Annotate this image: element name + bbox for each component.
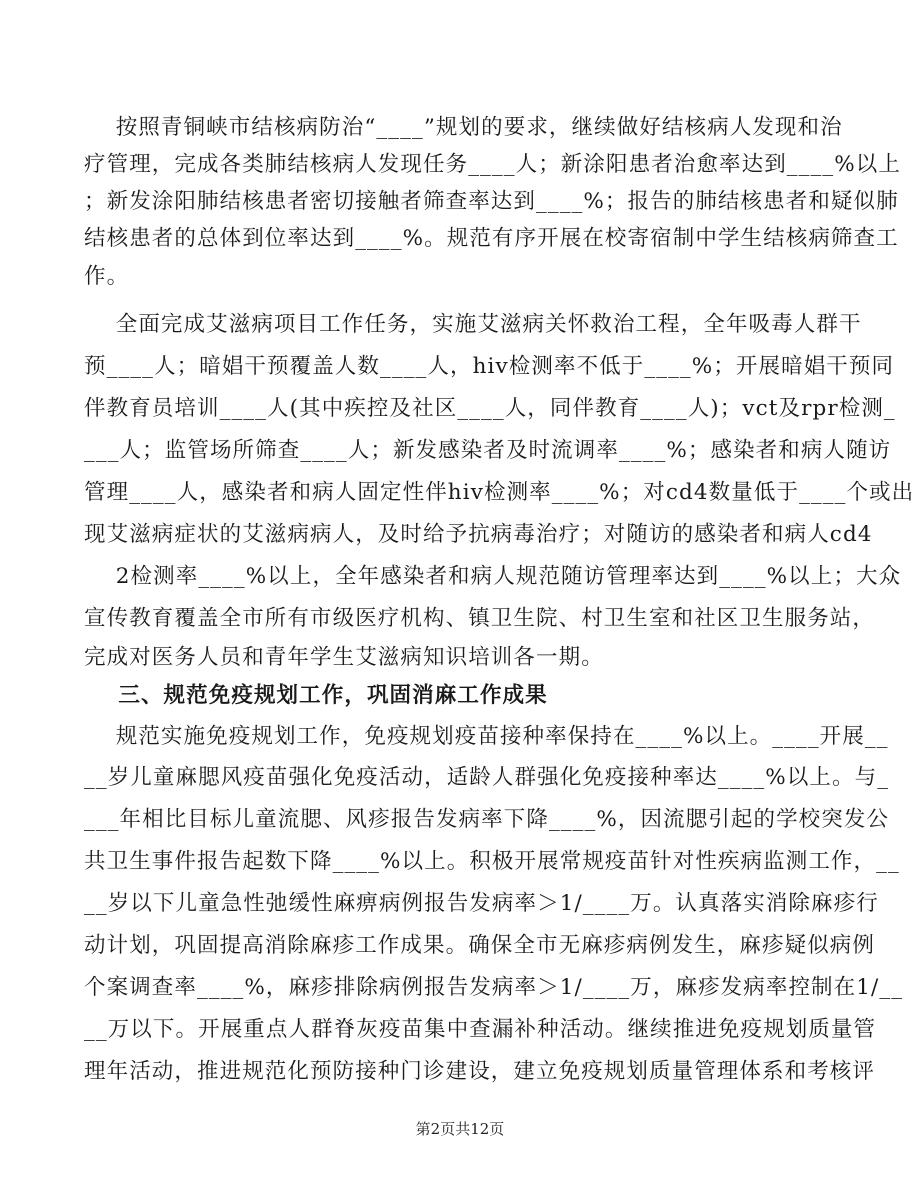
text-line: __岁以下儿童急性弛缓性麻痹病例报告发病率＞1/____万。认真落实消除麻疹行 <box>84 891 879 916</box>
text-line: 伴教育员培训____人(其中疾控及社区____人，同伴教育____人)；vct及rpr检测_ <box>84 396 896 421</box>
text-line: ___年相比目标儿童流腮、风疹报告发病率下降____%，因流腮引起的学校突发公 <box>84 807 890 832</box>
text-line: 个案调查率____%，麻疹排除病例报告发病率＞1/____万，麻疹发病率控制在1/__ <box>84 975 904 1000</box>
text-line: 宣传教育覆盖全市所有市级医疗机构、镇卫生院、村卫生室和社区卫生服务站， <box>84 606 876 631</box>
text-line: __万以下。开展重点人群脊灰疫苗集中查漏补种活动。继续推进免疫规划质量管 <box>84 1017 877 1042</box>
text-line: 理年活动，推进规范化预防接种门诊建设，建立免疫规划质量管理体系和考核评 <box>84 1059 876 1084</box>
text-line: ；新发涂阳肺结核患者密切接触者筛查率达到____%；报告的肺结核患者和疑似肺 <box>84 189 899 214</box>
text-line: 规范实施免疫规划工作，免疫规划疫苗接种率保持在____%以上。____开展__ <box>84 724 889 749</box>
section-heading: 三、规范免疫规划工作，巩固消麻工作成果 <box>84 683 548 708</box>
text-line: 按照青铜峡市结核病防治“____”规划的要求，继续做好结核病人发现和治 <box>84 115 843 140</box>
page-number: 第2页共12页 <box>415 1120 505 1138</box>
text-line: 现艾滋病症状的艾滋病病人，及时给予抗病毒治疗；对随访的感染者和病人cd4 <box>84 522 873 547</box>
text-line: 全面完成艾滋病项目工作任务，实施艾滋病关怀救治工程，全年吸毒人群干 <box>84 312 862 337</box>
text-line: ___人；监管场所筛查____人；新发感染者及时流调率____%；感染者和病人随访 <box>84 438 892 463</box>
text-line: 疗管理，完成各类肺结核病人发现任务____人；新涂阳患者治愈率达到____%以上 <box>84 152 901 177</box>
text-line: 预____人；暗娼干预覆盖人数____人，hiv检测率不低于____%；开展暗娼干预同 <box>84 354 895 379</box>
text-line: 作。 <box>84 264 130 289</box>
text-line: 共卫生事件报告起数下降____%以上。积极开展常规疫苗针对性疾病监测工作，__ <box>84 849 900 874</box>
text-line: 管理____人，感染者和病人固定性伴hiv检测率____%；对cd4数量低于____个或出 <box>84 480 915 505</box>
text-line: 2检测率____%以上，全年感染者和病人规范随访管理率达到____%以上；大众 <box>84 564 902 589</box>
text-line: 完成对医务人员和青年学生艾滋病知识培训各一期。 <box>84 645 604 670</box>
text-line: 结核患者的总体到位率达到____%。规范有序开展在校寄宿制中学生结核病筛查工 <box>84 226 899 251</box>
text-line: 动计划，巩固提高消除麻疹工作成果。确保全市无麻疹病例发生，麻疹疑似病例 <box>84 933 876 958</box>
text-line: __岁儿童麻腮风疫苗强化免疫活动，适龄人群强化免疫接种率达____%以上。与_ <box>84 765 890 790</box>
